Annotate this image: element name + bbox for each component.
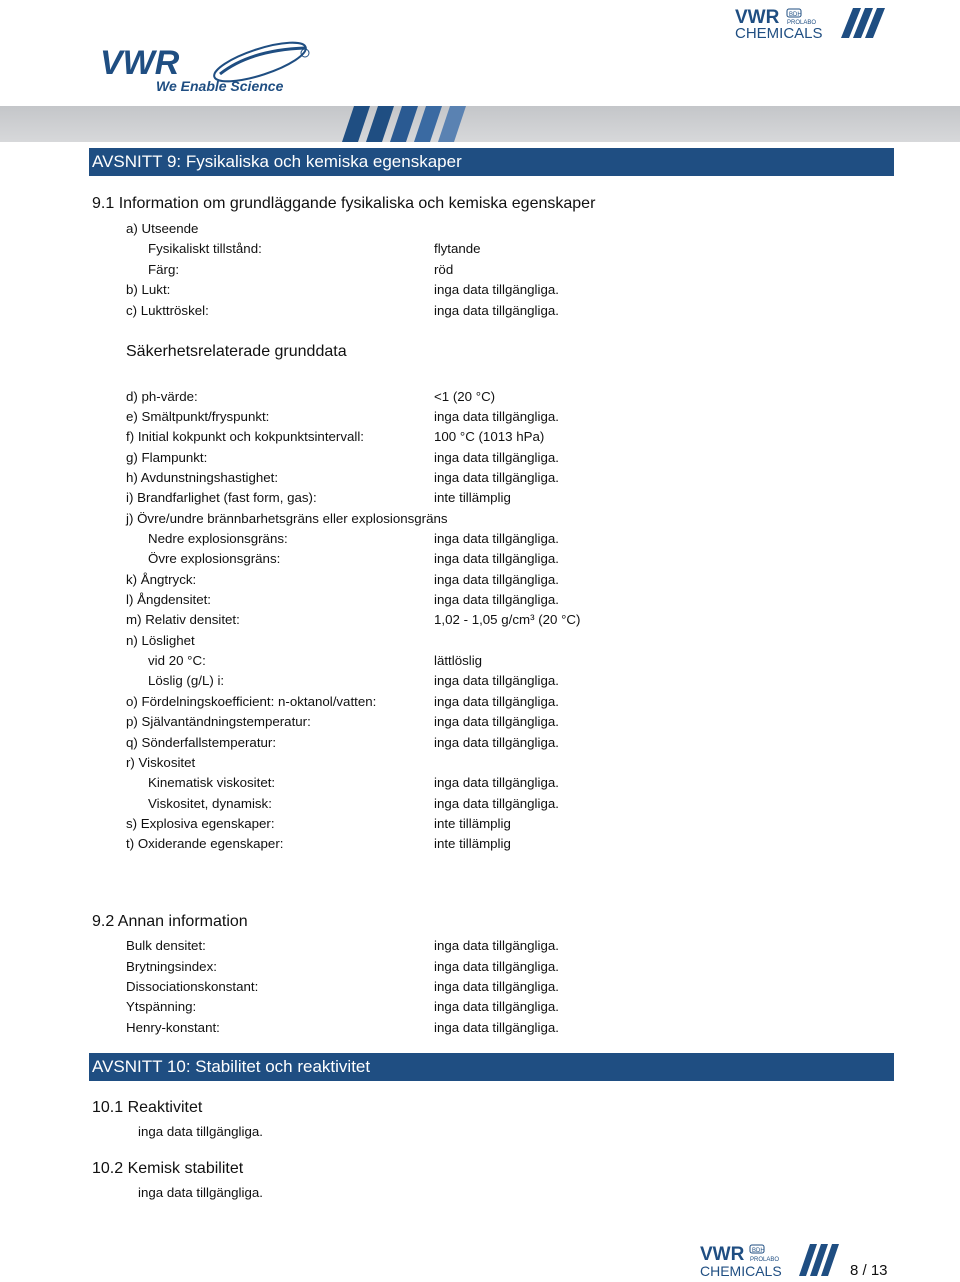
explosive-properties-value: inte tillämplig [434,816,511,831]
vapour-pressure-label: k) Ångtryck: [126,572,197,587]
dissociation-label: Dissociationskonstant: [126,979,259,994]
brand-top-prolabo: PROLABO [787,20,817,26]
vapour-pressure-value: inga data tillgängliga. [434,572,559,587]
kinematic-viscosity-value: inga data tillgängliga. [434,775,559,790]
surface-tension-value: inga data tillgängliga. [434,999,559,1014]
flammability-label: i) Brandfarlighet (fast form, gas): [126,490,317,505]
appearance-label: a) Utseende [126,221,199,236]
footer-brand-badge: BDH [752,1248,765,1254]
subsection-9-2-title: 9.2 Annan information [92,913,248,930]
oxidizing-properties-label: t) Oxiderande egenskaper: [126,836,284,851]
explosion-limits-label: j) Övre/undre brännbarhetsgräns eller explosionsgräns [126,511,448,526]
subsection-10-1-title: 10.1 Reaktivitet [92,1099,203,1116]
boiling-value: 100 °C (1013 hPa) [434,429,545,444]
refractive-index-value: inga data tillgängliga. [434,959,559,974]
odor-threshold-value: inga data tillgängliga. [434,303,559,318]
section-9-title: AVSNITT 9: Fysikaliska och kemiska egenskaper [89,148,894,176]
melting-label: e) Smältpunkt/fryspunkt: [126,409,270,424]
footer-brand-prolabo: PROLABO [750,1257,780,1263]
solubility-20c-value: lättlöslig [434,653,483,668]
partition-value: inga data tillgängliga. [434,694,559,709]
footer-brand-vwr: VWR [700,1244,745,1265]
vapour-density-value: inga data tillgängliga. [434,592,559,607]
solubility-label: n) Löslighet [126,633,195,648]
ph-value: <1 (20 °C) [434,389,496,404]
dissociation-value: inga data tillgängliga. [434,979,559,994]
vwr-chemicals-logo-footer [700,1242,844,1278]
color-value: röd [434,262,454,277]
relative-density-label: m) Relativ densitet: [126,612,240,627]
flashpoint-value: inga data tillgängliga. [434,450,559,465]
reactivity-text: inga data tillgängliga. [138,1124,263,1139]
upper-explosion-value: inga data tillgängliga. [434,551,559,566]
section-10-title: AVSNITT 10: Stabilitet och reaktivitet [89,1053,894,1081]
brand-top-chemicals: CHEMICALS [735,25,823,40]
footer-brand-chemicals: CHEMICALS [700,1263,782,1278]
evaporation-label: h) Avdunstningshastighet: [126,470,279,485]
vapour-density-label: l) Ångdensitet: [126,592,212,607]
flashpoint-label: g) Flampunkt: [126,450,208,465]
viscosity-label: r) Viskositet [126,755,196,770]
bulk-density-label: Bulk densitet: [126,938,206,953]
lower-explosion-value: inga data tillgängliga. [434,531,559,546]
vwr-chemicals-logo-top [735,6,890,40]
brand-top-badge: BDH [789,12,802,18]
color-label: Färg: [148,262,180,277]
oxidizing-properties-value: inte tillämplig [434,836,511,851]
soluble-in-value: inga data tillgängliga. [434,673,559,688]
dynamic-viscosity-label: Viskositet, dynamisk: [148,796,272,811]
logo-vwr-text: VWR [100,44,180,82]
vwr-logo [100,40,320,96]
relative-density-value: 1,02 - 1,05 g/cm³ (20 °C) [434,612,581,627]
henry-constant-value: inga data tillgängliga. [434,1020,559,1035]
henry-constant-label: Henry-konstant: [126,1020,220,1035]
partition-label: o) Fördelningskoefficient: n-oktanol/vatten: [126,694,377,709]
odor-label: b) Lukt: [126,282,171,297]
solubility-20c-label: vid 20 °C: [148,653,206,668]
safety-heading: Säkerhetsrelaterade grunddata [126,343,347,360]
surface-tension-label: Ytspänning: [126,999,197,1014]
flammability-value: inte tillämplig [434,490,511,505]
brand-top-vwr: VWR [735,7,780,28]
subsection-10-2-title: 10.2 Kemisk stabilitet [92,1160,244,1177]
explosive-properties-label: s) Explosiva egenskaper: [126,816,275,831]
ph-label: d) ph-värde: [126,389,198,404]
subsection-9-1-title: 9.1 Information om grundläggande fysikaliska och kemiska egenskaper [92,195,596,212]
state-value: flytande [434,241,481,256]
refractive-index-label: Brytningsindex: [126,959,217,974]
decomposition-label: q) Sönderfallstemperatur: [126,735,277,750]
decomposition-value: inga data tillgängliga. [434,735,559,750]
stability-text: inga data tillgängliga. [138,1185,263,1200]
upper-explosion-label: Övre explosionsgräns: [148,551,281,566]
lower-explosion-label: Nedre explosionsgräns: [148,531,288,546]
page-number: 8 / 13 [850,1262,888,1279]
odor-threshold-label: c) Lukttröskel: [126,303,209,318]
autoignition-value: inga data tillgängliga. [434,714,559,729]
odor-value: inga data tillgängliga. [434,282,559,297]
dynamic-viscosity-value: inga data tillgängliga. [434,796,559,811]
header-chevrons [332,106,482,142]
kinematic-viscosity-label: Kinematisk viskositet: [148,775,276,790]
melting-value: inga data tillgängliga. [434,409,559,424]
autoignition-label: p) Självantändningstemperatur: [126,714,311,729]
logo-tagline: We Enable Science [156,78,284,94]
soluble-in-label: Löslig (g/L) i: [148,673,225,688]
evaporation-value: inga data tillgängliga. [434,470,559,485]
bulk-density-value: inga data tillgängliga. [434,938,559,953]
boiling-label: f) Initial kokpunkt och kokpunktsintervall: [126,429,364,444]
state-label: Fysikaliskt tillstånd: [148,241,262,256]
